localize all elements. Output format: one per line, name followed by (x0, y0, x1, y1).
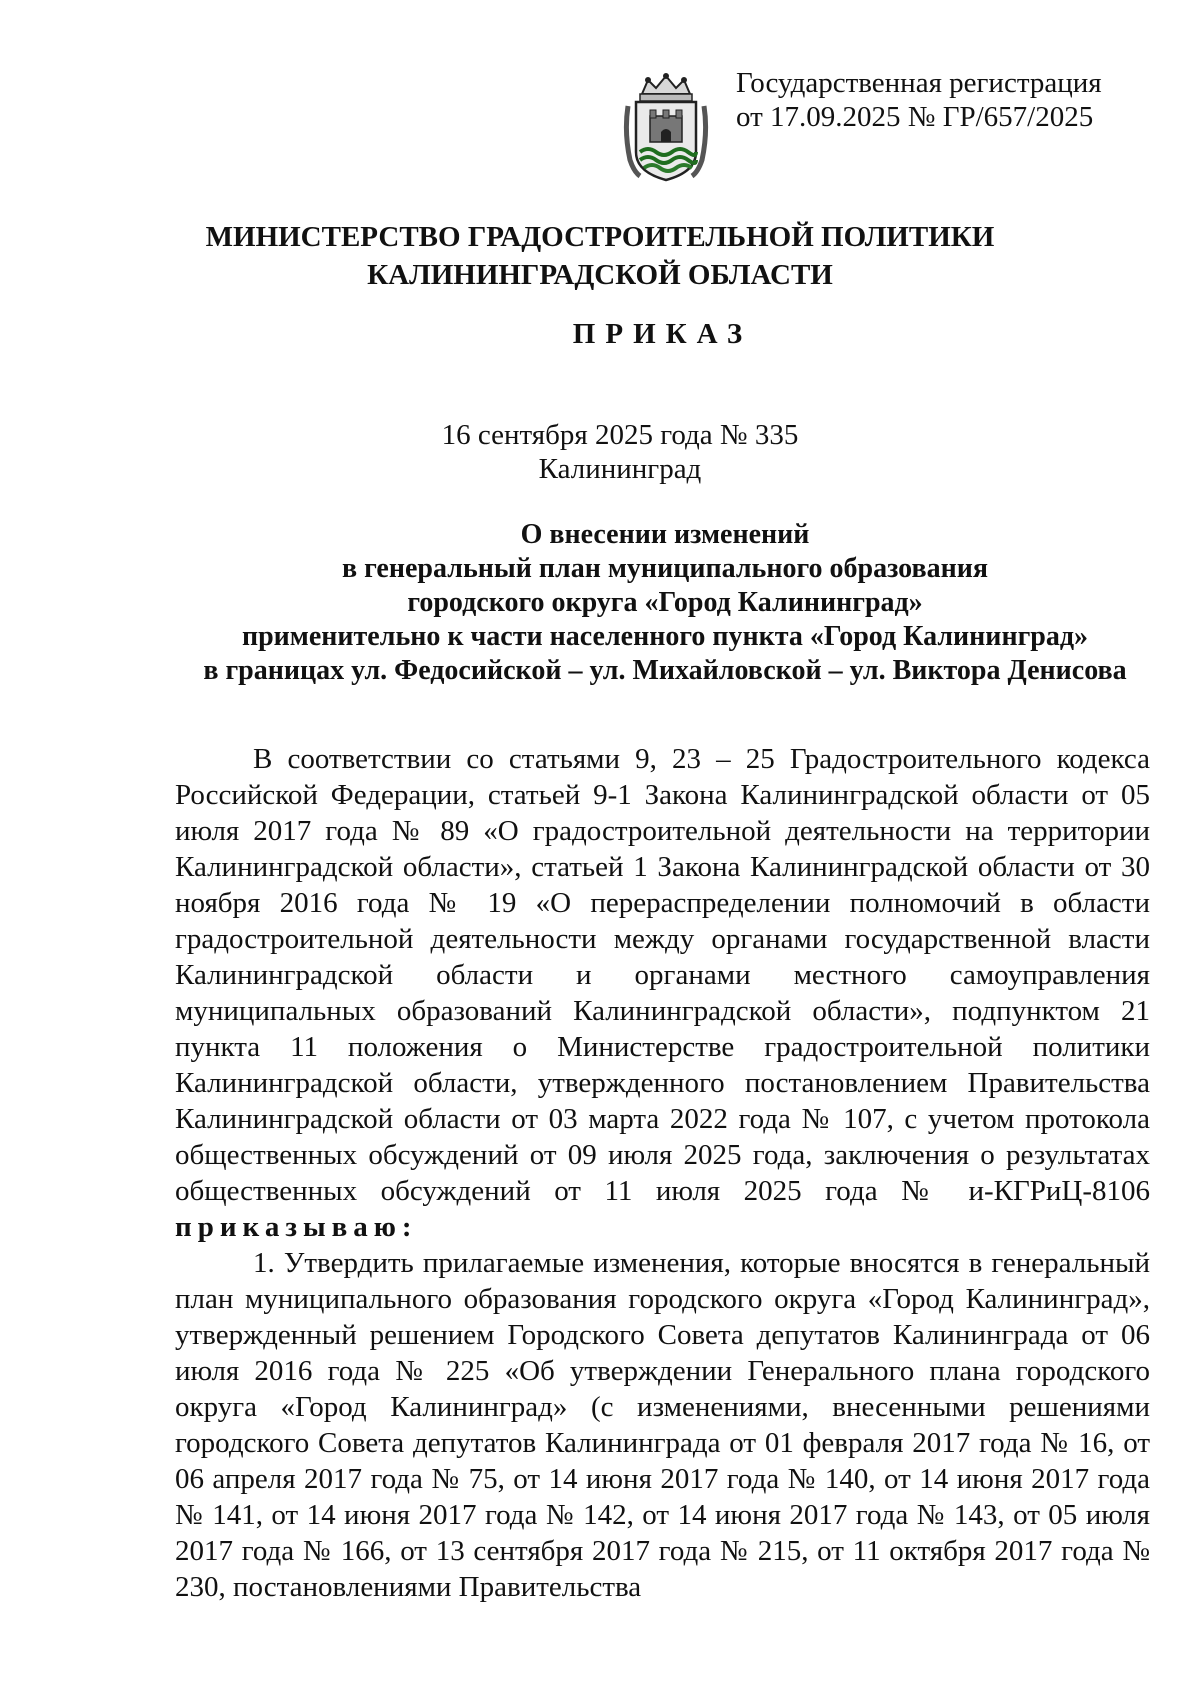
registration-number: от 17.09.2025 № ГР/657/2025 (736, 101, 1094, 133)
coat-of-arms-icon (620, 72, 712, 184)
subject-line1: О внесении изменений (520, 519, 810, 550)
date-and-place (0, 418, 1200, 486)
state-registration (736, 66, 1102, 134)
order-word: приказываю: (175, 1211, 418, 1243)
registration-label: Государственная регистрация (736, 67, 1102, 99)
preamble-paragraph (175, 741, 1150, 1245)
ministry-name-line2: КАЛИНИНГРАДСКОЙ ОБЛАСТИ (367, 259, 833, 291)
order-subject (0, 518, 1200, 688)
ministry-name-line1: МИНИСТЕРСТВО ГРАДОСТРОИТЕЛЬНОЙ ПОЛИТИКИ (205, 221, 995, 253)
preamble-text: В соответствии со статьями 9, 23 – 25 Градостроительного кодекса Российской Федерации, статьей 9-1 Закона Калининградской области от 05 июля 2017 года № 89 «О градостроительной деятельности на территории Калининградской области», статьей 1 Закона Калининградской области от 30 ноября 2016 года № 19 «О перераспределении полномочий в области градостроительной деятельности между органами государственной власти Калининградской области и органами местного самоуправления муниципальных образований Калининградской области», подпунктом 21 пункта 11 положения о Министерстве градостроительной политики Калининградской области, утвержденного постановлением Правительства Калининградской области от 03 марта 2022 года № 107, с учетом протокола общественных обсуждений от 09 июля 2025 года, заключения о результатах общественных обсуждений от 11 июля 2025 года № и-КГРиЦ-8106 (175, 743, 1150, 1207)
subject-line5: в границах ул. Федосийской – ул. Михайловской – ул. Виктора Денисова (203, 655, 1127, 686)
subject-line2: в генеральный план муниципального образования (341, 553, 989, 584)
order-date-number: 16 сентября 2025 года № 335 (441, 419, 799, 451)
subject-line4: применительно к части населенного пункта «Город Калининград» (241, 621, 1089, 652)
order-body (175, 741, 1150, 1605)
document-type-title: ПРИКАЗ (572, 318, 753, 350)
item-1-paragraph: 1. Утвердить прилагаемые изменения, которые вносятся в генеральный план муниципального образования городского округа «Город Калининград», утвержденный решением Городского Совета депутатов Калининграда от 06 июля 2016 года № 225 «Об утверждении Генерального плана городского округа «Город Калининград» (с изменениями, внесенными решениями городского Совета депутатов Калининграда от 01 февраля 2017 года № 16, от 06 апреля 2017 года № 75, от 14 июня 2017 года № 140, от 14 июня 2017 года № 141, от 14 июня 2017 года № 142, от 14 июня 2017 года № 143, от 05 июля 2017 года № 166, от 13 сентября 2017 года № 215, от 11 октября 2017 года № 230, постановлениями Правительства (175, 1247, 1150, 1603)
order-place: Калининград (538, 453, 702, 485)
ministry-heading (0, 218, 1200, 294)
subject-line3: городского округа «Город Калининград» (407, 587, 923, 618)
